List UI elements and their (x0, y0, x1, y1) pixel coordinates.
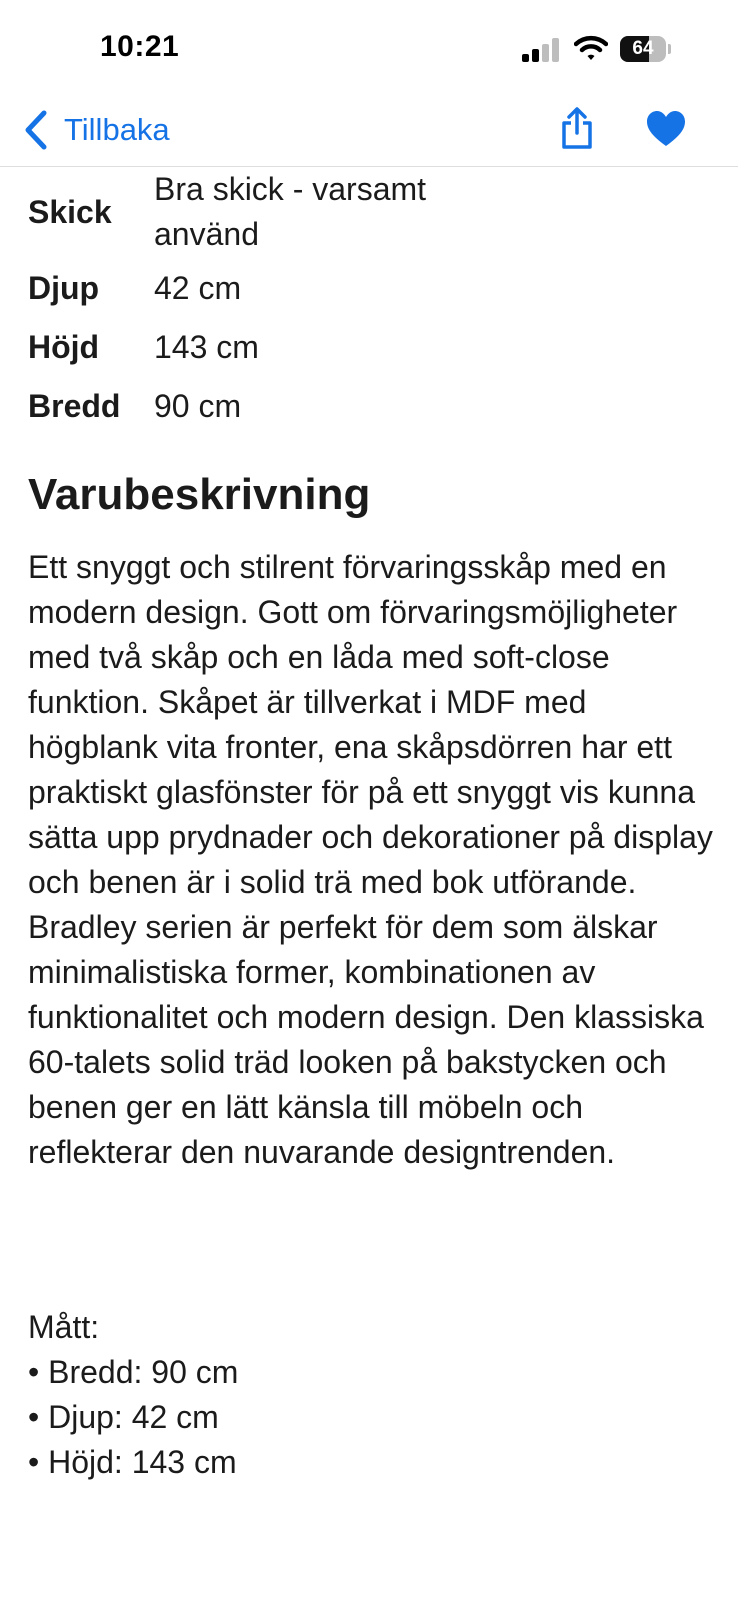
spec-value: Bra skick - varsamt använd (154, 171, 427, 252)
spec-value: 90 cm (154, 388, 242, 424)
list-item: • Bredd: 90 cm (28, 1354, 239, 1390)
measurements-list (28, 1350, 238, 1485)
status-bar (0, 0, 738, 100)
spec-row-width (28, 377, 718, 436)
spec-row-height (28, 318, 718, 377)
spec-label: Djup (28, 270, 100, 306)
status-time: 10:21 (100, 30, 180, 63)
share-icon[interactable] (560, 106, 594, 150)
wifi-icon (574, 35, 608, 61)
cellular-signal-icon (522, 38, 562, 62)
list-item: • Djup: 42 cm (28, 1399, 219, 1435)
chevron-left-icon (20, 109, 50, 151)
navigation-bar (0, 100, 738, 167)
battery-percentage: 64 (632, 38, 654, 59)
spec-value: 42 cm (154, 270, 242, 306)
favorite-heart-icon[interactable] (646, 110, 686, 148)
spec-row-condition (28, 165, 718, 259)
list-item: • Höjd: 143 cm (28, 1444, 237, 1480)
spec-label: Skick (28, 193, 112, 230)
spec-value: 143 cm (154, 329, 259, 365)
description-body: Ett snyggt och stilrent förvaringsskåp med en modern design. Gott om förvaringsmöjligheter med två skåp och en låda med soft-close funktion. Skåpet är tillverkat i MDF med högblank vita fronter, ena skåpsdörren har ett praktiskt glasfönster för på ett snyggt vis kunna sätta upp prydnader och dekorationer på display och benen är i solid trä med bok utförande. Bradley serien är perfekt för dem som älskar minimalistiska former, kombinationen av funktionalitet och modern design. Den klassiska 60-talets solid träd looken på bakstycken och benen ger en lätt känsla till möbeln och reflekterar den nuvarande designtrenden. (28, 549, 713, 1170)
measurements-heading: Mått: (28, 1309, 100, 1345)
description-heading: Varubeskrivning (28, 470, 371, 519)
back-label: Tillbaka (64, 112, 170, 147)
back-button[interactable] (20, 106, 170, 154)
spec-label: Höjd (28, 329, 100, 365)
spec-label: Bredd (28, 388, 121, 424)
spec-row-depth (28, 259, 718, 318)
spec-table (28, 165, 718, 436)
battery-indicator (620, 36, 672, 62)
